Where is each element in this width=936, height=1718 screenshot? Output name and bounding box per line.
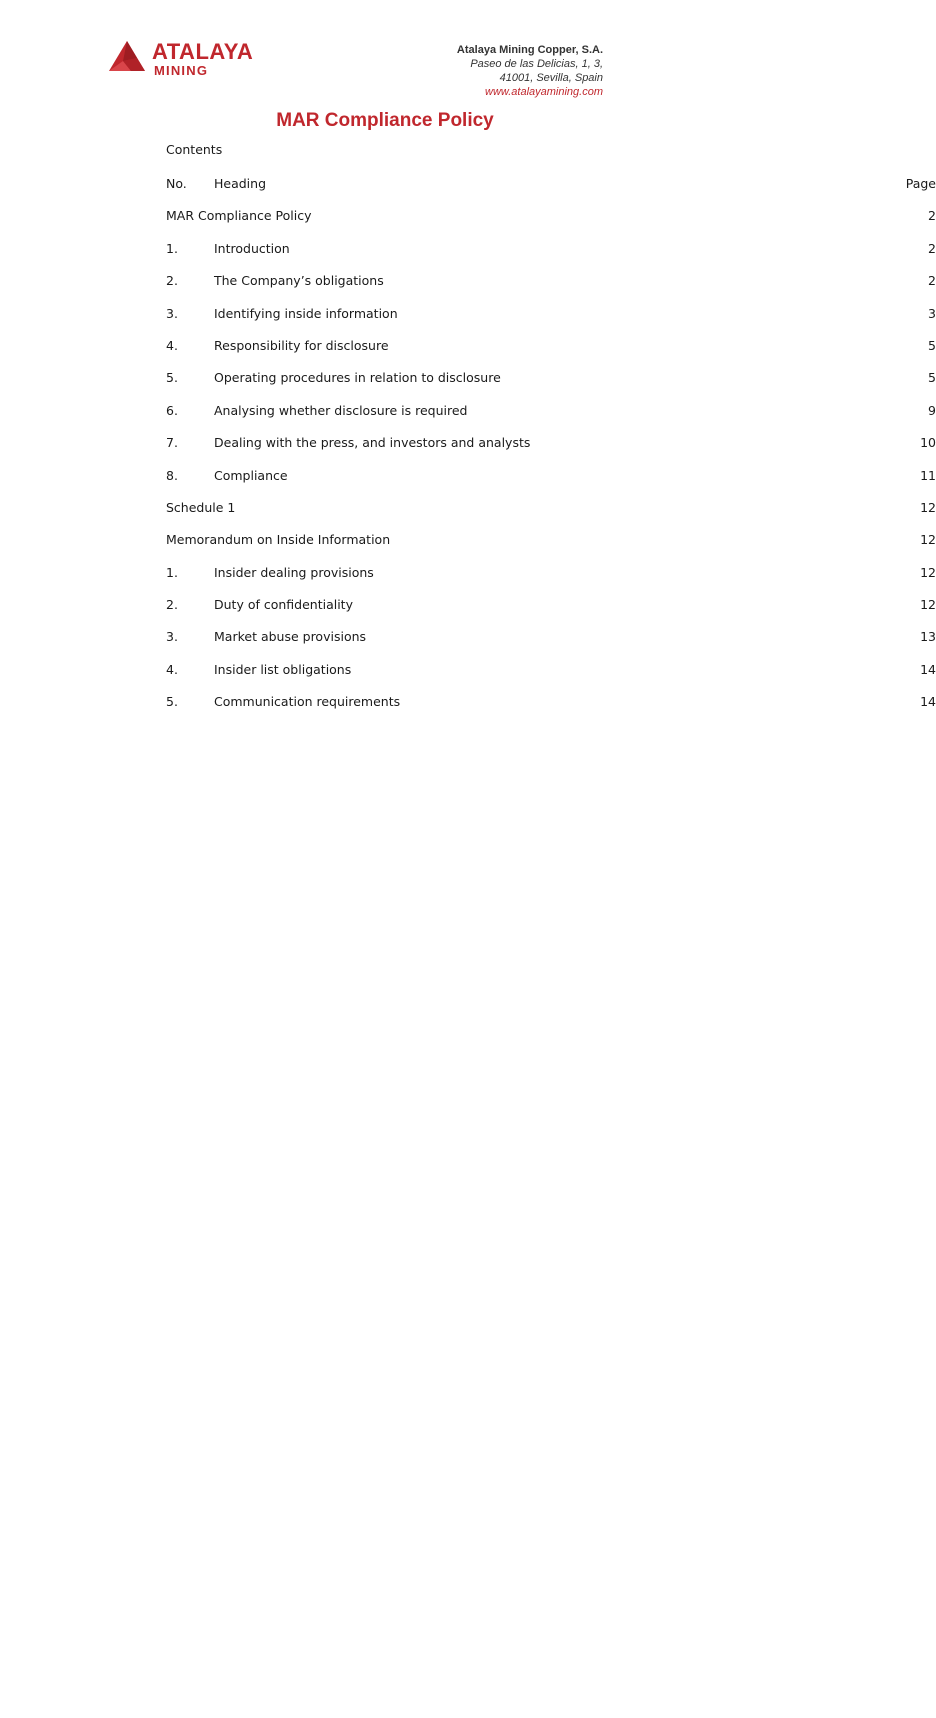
toc-entry-heading: Memorandum on Inside Information <box>166 532 391 548</box>
toc-header-heading: Heading <box>214 176 267 191</box>
toc-entry-number: 2. <box>166 273 178 289</box>
toc-entry[interactable] <box>166 435 936 467</box>
toc-entry-number: 4. <box>166 337 178 353</box>
company-address <box>457 43 603 99</box>
contents-heading: Contents <box>166 142 223 157</box>
toc-entry-heading: MAR Compliance Policy <box>166 208 312 224</box>
toc-entry-heading: Insider dealing provisions <box>214 564 374 580</box>
toc-entry[interactable] <box>166 337 936 370</box>
toc-entry-number: 6. <box>166 402 178 418</box>
toc-entry-page: 12 <box>920 597 936 613</box>
toc-entry-number: 8. <box>166 467 178 483</box>
toc-entry[interactable] <box>166 208 936 240</box>
table-of-contents <box>166 176 936 727</box>
toc-entry-heading: Insider list obligations <box>214 661 352 677</box>
toc-entry-heading: Operating procedures in relation to disclosure <box>214 370 501 386</box>
toc-entry[interactable] <box>166 467 936 500</box>
toc-entry-number: 5. <box>166 370 178 386</box>
document-title: MAR Compliance Policy <box>276 110 494 131</box>
toc-entry-heading: Responsibility for disclosure <box>214 337 389 353</box>
toc-entry[interactable] <box>166 273 936 305</box>
toc-entry[interactable] <box>166 240 936 273</box>
toc-entry-page: 13 <box>920 629 936 645</box>
website-link[interactable]: www.atalayamining.com <box>485 86 603 98</box>
toc-entry-heading: Communication requirements <box>214 694 401 710</box>
toc-entry[interactable] <box>166 532 936 564</box>
toc-entry[interactable] <box>166 661 936 694</box>
toc-entry-page: 2 <box>928 273 936 289</box>
toc-entry-heading: Introduction <box>214 240 290 256</box>
toc-header-num: No. <box>166 176 187 191</box>
toc-entry[interactable] <box>166 402 936 435</box>
toc-entry[interactable] <box>166 564 936 597</box>
toc-entry-page: 5 <box>928 370 936 386</box>
address-line-1: Paseo de las Delicias, 1, 3, <box>470 58 603 70</box>
toc-rows <box>166 208 936 726</box>
toc-entry-heading: Schedule 1 <box>166 499 236 515</box>
toc-entry-page: 3 <box>928 305 936 321</box>
toc-entry[interactable] <box>166 499 936 532</box>
toc-entry-heading: Dealing with the press, and investors and analysts <box>214 435 531 451</box>
toc-entry-heading: Compliance <box>214 467 288 483</box>
toc-entry[interactable] <box>166 629 936 661</box>
toc-entry-page: 2 <box>928 208 936 224</box>
toc-entry-page: 12 <box>920 499 936 515</box>
logo-wordmark-top: ATALAYA <box>152 39 254 64</box>
toc-entry-heading: Duty of confidentiality <box>214 597 353 613</box>
toc-entry-page: 12 <box>920 564 936 580</box>
company-logo <box>109 41 279 81</box>
toc-entry-page: 2 <box>928 240 936 256</box>
toc-entry[interactable] <box>166 305 936 338</box>
toc-entry-number: 3. <box>166 629 178 645</box>
toc-entry-page: 5 <box>928 337 936 353</box>
toc-entry-heading: Analysing whether disclosure is required <box>214 402 468 418</box>
toc-entry-page: 9 <box>928 402 936 418</box>
toc-entry-heading: Market abuse provisions <box>214 629 367 645</box>
toc-entry-number: 2. <box>166 597 178 613</box>
toc-entry-page: 14 <box>920 661 936 677</box>
toc-entry[interactable] <box>166 370 936 402</box>
logo-wordmark-bottom: MINING <box>154 63 209 78</box>
toc-entry-number: 4. <box>166 661 178 677</box>
toc-entry-number: 7. <box>166 435 178 451</box>
toc-entry-page: 11 <box>920 467 936 483</box>
toc-entry[interactable] <box>166 597 936 629</box>
toc-entry-heading: The Company’s obligations <box>214 273 384 289</box>
address-line-2: 41001, Sevilla, Spain <box>499 72 603 84</box>
toc-entry-heading: Identifying inside information <box>214 305 398 321</box>
company-name: Atalaya Mining Copper, S.A. <box>456 44 603 56</box>
toc-entry[interactable] <box>166 694 936 726</box>
toc-entry-page: 12 <box>920 532 936 548</box>
toc-entry-number: 1. <box>166 564 178 580</box>
toc-entry-number: 1. <box>166 240 178 256</box>
toc-entry-page: 14 <box>920 694 936 710</box>
toc-entry-page: 10 <box>920 435 936 451</box>
toc-entry-number: 3. <box>166 305 178 321</box>
toc-header-row <box>166 176 936 208</box>
toc-entry-number: 5. <box>166 694 178 710</box>
toc-header-page: Page <box>905 176 936 191</box>
logo-mountain-icon <box>109 41 149 77</box>
